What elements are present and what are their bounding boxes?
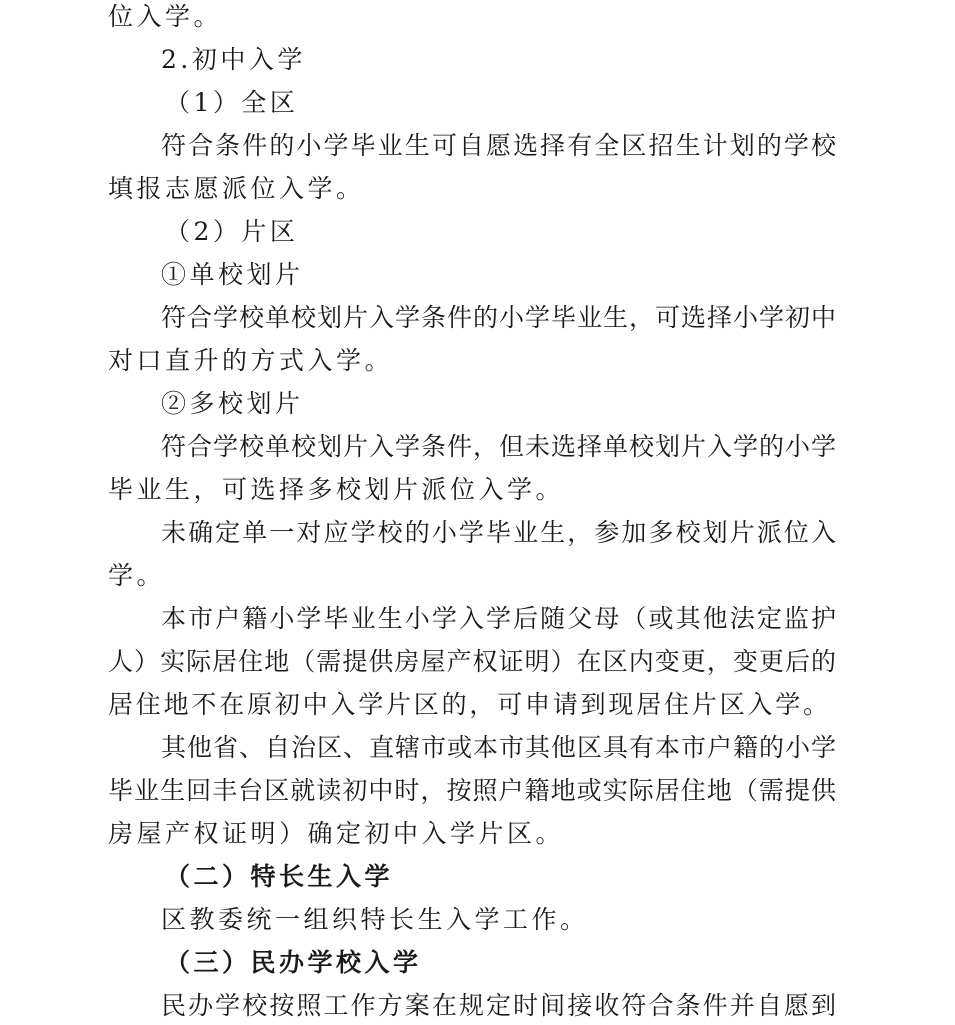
paragraph-line: 学。 <box>108 561 166 590</box>
paragraph-line: 对口直升的方式入学。 <box>108 346 394 375</box>
paragraph-line: 符合学校单校划片入学条件，但未选择单校划片入学的小学 <box>161 432 836 461</box>
paragraph-line: 毕业生回丰台区就读初中时，按照户籍地或实际居住地（需提供 <box>108 776 836 805</box>
paragraph-line: 毕业生，可选择多校划片派位入学。 <box>108 475 565 504</box>
paragraph-line: 人）实际居住地（需提供房屋产权证明）在区内变更，变更后的 <box>108 647 836 676</box>
paragraph-line: 填报志愿派位入学。 <box>108 174 365 203</box>
paragraph-line: 符合学校单校划片入学条件的小学毕业生，可选择小学初中 <box>161 303 836 332</box>
subheading-zone: （2）片区 <box>165 217 299 246</box>
paragraph-line: 居住地不在原初中入学片区的，可申请到现居住片区入学。 <box>108 690 831 719</box>
text-line-continuation: 位入学。 <box>108 2 223 31</box>
paragraph-line: 民办学校按照工作方案在规定时间接收符合条件并自愿到 <box>161 991 836 1020</box>
section-heading-specialty-students: （二）特长生入学 <box>165 862 394 891</box>
paragraph-line: 房屋产权证明）确定初中入学片区。 <box>108 819 565 848</box>
paragraph-line: 区教委统一组织特长生入学工作。 <box>161 905 589 934</box>
section-heading-private-schools: （三）民办学校入学 <box>165 948 422 977</box>
section-heading-junior-high: 2.初中入学 <box>161 45 306 74</box>
subheading-district-wide: （1）全区 <box>165 88 299 117</box>
item-single-school-zone: ①单校划片 <box>161 260 304 289</box>
paragraph-line: 符合条件的小学毕业生可自愿选择有全区招生计划的学校 <box>161 131 836 160</box>
paragraph-line: 其他省、自治区、直辖市或本市其他区具有本市户籍的小学 <box>161 733 836 762</box>
paragraph-line: 本市户籍小学毕业生小学入学后随父母（或其他法定监护 <box>161 604 836 633</box>
item-multi-school-zone: ②多校划片 <box>161 389 304 418</box>
paragraph-line: 未确定单一对应学校的小学毕业生，参加多校划片派位入 <box>161 518 836 547</box>
